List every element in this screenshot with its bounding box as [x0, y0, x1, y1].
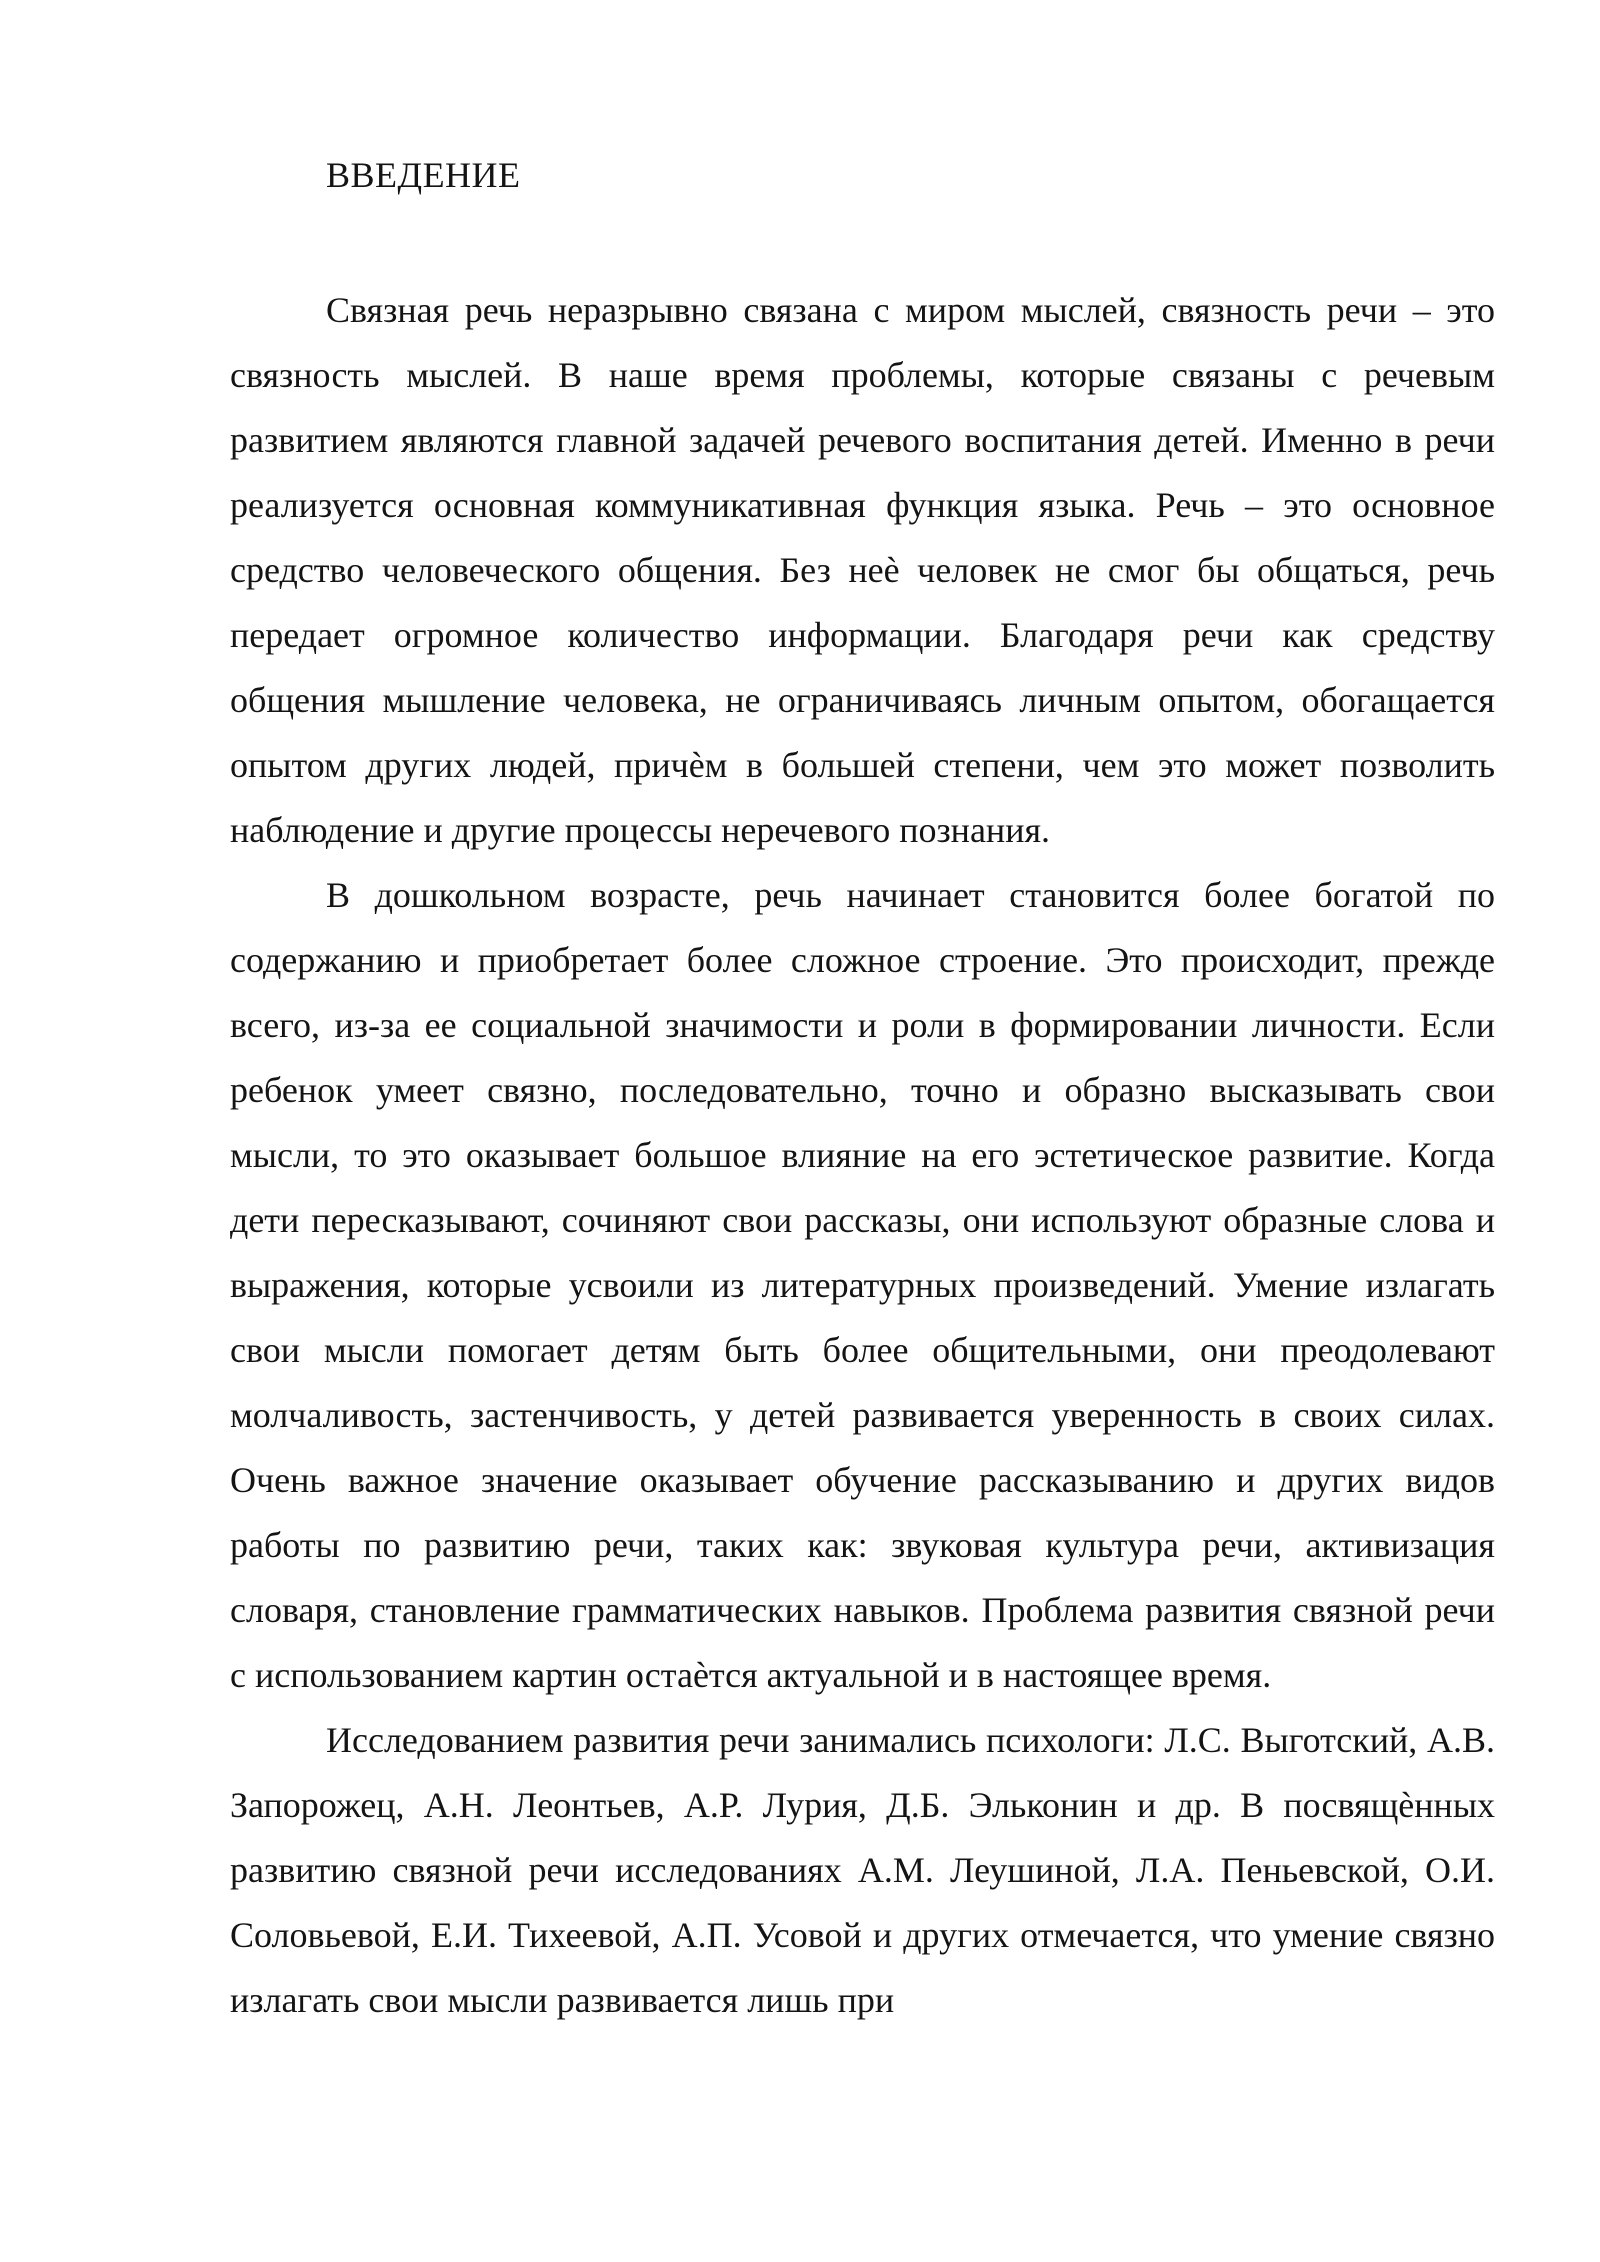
- page-content: [230, 150, 1495, 2033]
- heading-spacer: [230, 200, 1495, 278]
- paragraph-3: Исследованием развития речи занимались психологи: Л.С. Выготский, А.В. Запорожец, А.Н. Леонтьев, А.Р. Лурия, Д.Б. Эльконин и др. В посвящѐнных развитию связной речи исследованиях А.М. Леушиной, Л.А. Пеньевской, О.И. Соловьевой, Е.И. Тихеевой, А.П. Усовой и других отмечается, что умение связно излагать свои мысли развивается лишь при: [230, 1720, 1495, 2020]
- section-heading: ВВЕДЕНИЕ: [326, 155, 521, 195]
- paragraph-2: В дошкольном возрасте, речь начинает становится более богатой по содержанию и приобретает более сложное строение. Это происходит, прежде всего, из-за ее социальной значимости и роли в формировании личности. Если ребенок умеет связно, последовательно, точно и образно высказывать свои мысли, то это оказывает большое влияние на его эстетическое развитие. Когда дети пересказывают, сочиняют свои рассказы, они используют образные слова и выражения, которые усвоили из литературных произведений. Умение излагать свои мысли помогает детям быть более общительными, они преодолевают молчаливость, застенчивость, у детей развивается уверенность в своих силах. Очень важное значение оказывает обучение рассказыванию и других видов работы по развитию речи, таких как: звуковая культура речи, активизация словаря, становление грамматических навыков. Проблема развития связной речи с использованием картин остаѐтся актуальной и в настоящее время.: [230, 875, 1495, 1695]
- paragraph-1: Связная речь неразрывно связана с миром мыслей, связность речи – это связность мыслей. В наше время проблемы, которые связаны с речевым развитием являются главной задачей речевого воспитания детей. Именно в речи реализуется основная коммуникативная функция языка. Речь – это основное средство человеческого общения. Без неѐ человек не смог бы общаться, речь передает огромное количество информации. Благодаря речи как средству общения мышление человека, не ограничиваясь личным опытом, обогащается опытом других людей, причѐм в большей степени, чем это может позволить наблюдение и другие процессы неречевого познания.: [230, 290, 1495, 850]
